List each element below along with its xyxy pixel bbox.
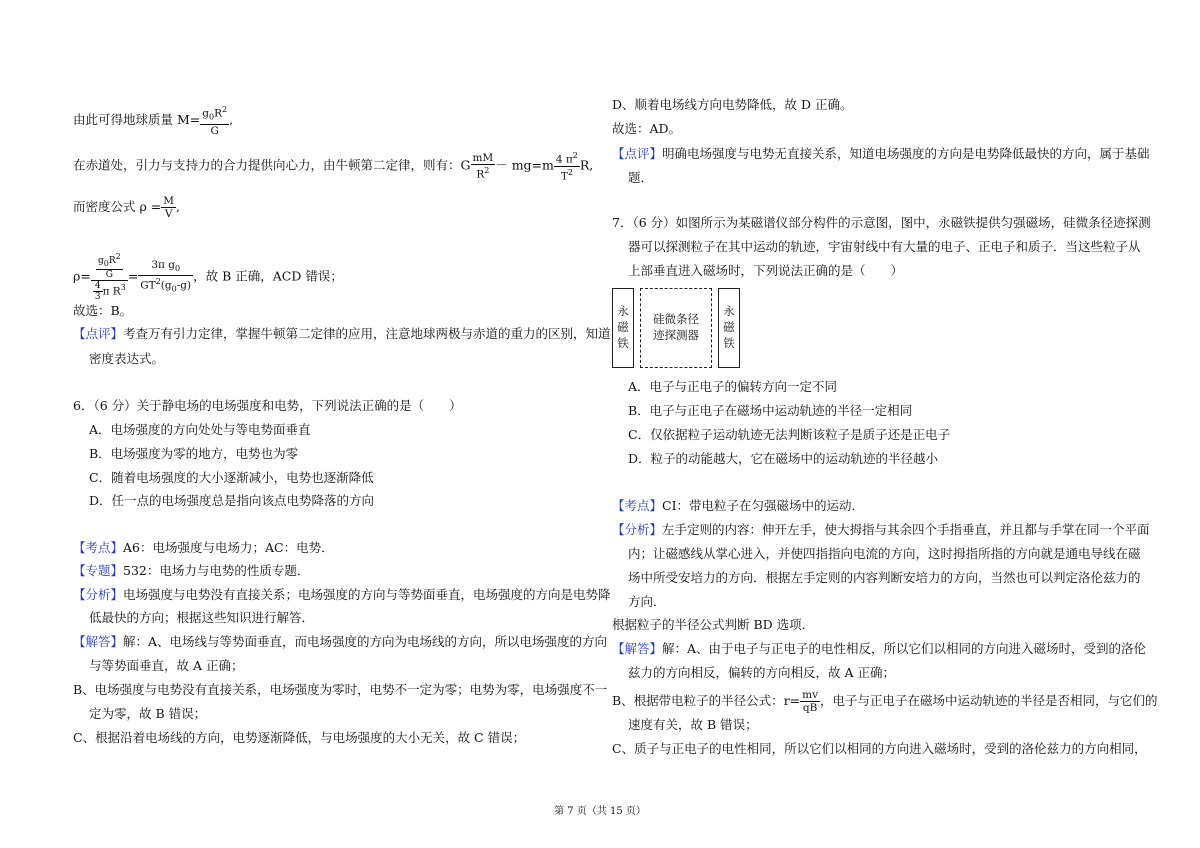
q7-option-a: A．电子与正电子的偏转方向一定不同 (628, 379, 838, 394)
magnet-right: 永 磁 铁 (718, 288, 740, 368)
q6-jieda-2: 与等势面垂直，故 A 正确； (89, 658, 244, 673)
q7-fenxi-2: 内；让磁感线从掌心进入，并使四指指向电流的方向，这时拇指所指的方向就是通电导线在磁 (628, 546, 1141, 561)
q7-fenxi-4: 方向． (628, 594, 666, 609)
gravity-fraction: $\frac{mM}{R^2}$ (472, 151, 494, 181)
q7-jieda-3: B、根据带电粒子的半径公式：r= $\frac{mv}{qB}$ ，电子与正电子在磁场中运动轨迹的半径是否相同，与它们的 (612, 689, 1158, 714)
q7-fenxi-1: 【分析】左手定则的内容：伸开左手，使大拇指与其余四个手指垂直，并且都与手掌在同一个平面 (612, 522, 1150, 537)
question-7-line-2: 器可以探测粒子在其中运动的轨迹，宇宙射线中有大量的电子、正电子和质子．当这些粒子从 (628, 239, 1141, 254)
comment-line-2: 题． (628, 170, 654, 185)
rho-result-fraction: $\frac{3\pi g_0}{GT^2(g_0-g)}$ (140, 258, 192, 294)
magnet-left: 永 磁 铁 (612, 288, 634, 368)
q6-kaodian: 【考点】A6：电场强度与电场力；AC：电势． (73, 540, 334, 555)
question-7-line-3: 上部垂直进入磁场时，下列说法正确的是（ ） (628, 263, 904, 278)
q7-jieda-1: 【解答】解：A、由于电子与正电子的电性相反，所以它们以相同的方向进入磁场时，受到的洛伦 (612, 641, 1147, 656)
rho-complex-fraction: $\frac{g_0R^2}{G}$ $\frac{4}{3}$ π $R^3$ (91, 252, 128, 302)
q6-option-b: B．电场强度为零的地方，电势也为零 (89, 446, 299, 461)
density-fraction: $\frac{M}{V}$ (163, 195, 175, 220)
comment-line-2: 密度表达式。 (89, 351, 165, 366)
q6-jieda-3: B、电场强度与电势没有直接关系，电场强度为零时，电势不一定为零；电势为零，电场强度不一 (73, 682, 608, 697)
mass-fraction: $\frac{g_0R^2}{G}$ (202, 105, 228, 137)
density-formula-line: 而密度公式 ρ = $\frac{M}{V}$ , (73, 195, 181, 220)
q6-zhuanti: 【专题】532：电场力与电势的性质专题． (73, 563, 310, 578)
q6-option-a: A．电场强度的方向处处与等电势面垂直 (89, 422, 311, 437)
q6-option-d: D．任一点的电场强度总是指向该点电势降落的方向 (89, 493, 375, 508)
rho-formula-line: ρ= $\frac{g_0R^2}{G}$ $\frac{4}{3}$ π $R^3$ = $\frac{3\pi g_0}{GT^2(g_0-g)}$ ，故 B 正确，ACD 错误； (73, 252, 343, 302)
q6-fenxi-1: 【分析】电场强度与电势没有直接关系；电场强度的方向与等势面垂直，电场强度的方向是电势降 (73, 587, 611, 602)
q6-jieda-1: 【解答】解：A、电场线与等势面垂直，而电场强度的方向为电场线的方向，所以电场强度的方向 (73, 634, 608, 649)
q6-jieda-5: C、根据沿着电场线的方向，电势逐渐降低，与电场强度的大小无关，故 C 错误； (73, 730, 526, 745)
q7-jieda-5: C、质子与正电子的电性相同，所以它们以相同的方向进入磁场时，受到的洛伦兹力的方向相同， (612, 741, 1147, 756)
q7-option-d: D．粒子的动能越大，它在磁场中的运动轨迹的半径越小 (628, 451, 939, 466)
comment-line-1: 【点评】明确电场强度与电势无直接关系，知道电场强度的方向是电势降低最快的方向，属于基础 (612, 146, 1150, 161)
mass-formula-line: 由此可得地球质量 M= $\frac{g_0R^2}{G}$ , (73, 105, 234, 137)
q6-jieda-4: 定为零，故 B 错误； (89, 706, 207, 721)
q7-fenxi-5: 根据粒子的半径公式判断 BD 选项． (612, 617, 815, 632)
equator-formula-line: 在赤道处，引力与支持力的合力提供向心力，由牛顿第二定律，则有：G $\frac{mM}{R^2}$ － mg=m $\frac{4 \pi^2}{T^2}$ R, (73, 151, 594, 182)
silicon-strip-detector: 硅微条径 迹探测器 (640, 288, 712, 368)
q6-option-c: C．随着电场强度的大小逐渐减小，电势也逐渐降低 (89, 470, 374, 485)
q6-fenxi-2: 低最快的方向；根据这些知识进行解答． (89, 610, 315, 625)
q7-kaodian: 【考点】CI：带电粒子在匀强磁场中的运动． (612, 498, 865, 513)
q7-option-c: C．仅依据粒子运动轨迹无法判断该粒子是质子还是正电子 (628, 427, 951, 442)
centripetal-fraction: $\frac{4 \pi^2}{T^2}$ (555, 151, 578, 182)
answer-b: 故选：B。 (73, 303, 133, 318)
page-footer: 第 7 页（共 15 页） (554, 806, 646, 817)
answer-ad: 故选：AD。 (612, 121, 682, 136)
q7-jieda-2: 兹力的方向相反，偏转的方向相反，故 A 正确； (628, 665, 895, 680)
radius-fraction: $\frac{mv}{qB}$ (802, 689, 819, 714)
question-7-line-1: 7．（6 分）如图所示为某磁谱仪部分构件的示意图，图中，永磁铁提供匀强磁场，硅微条径迹探测 (612, 215, 1151, 230)
comment-line-1: 【点评】考查万有引力定律，掌握牛顿第二定律的应用，注意地球两极与赤道的重力的区别，知道 (73, 326, 611, 341)
q7-option-b: B．电子与正电子在磁场中运动轨迹的半径一定相同 (628, 403, 913, 418)
question-6: 6．（6 分）关于静电场的电场强度和电势，下列说法正确的是（ ） (73, 398, 462, 413)
q7-jieda-4: 速度有关，故 B 错误； (628, 717, 758, 732)
q7-fenxi-3: 场中所受安培力的方向．根据左手定则的内容判断安培力的方向，当然也可以判定洛伦兹力的 (628, 570, 1141, 585)
q6-option-d-answer: D、顺着电场线方向电势降低，故 D 正确。 (612, 97, 853, 112)
